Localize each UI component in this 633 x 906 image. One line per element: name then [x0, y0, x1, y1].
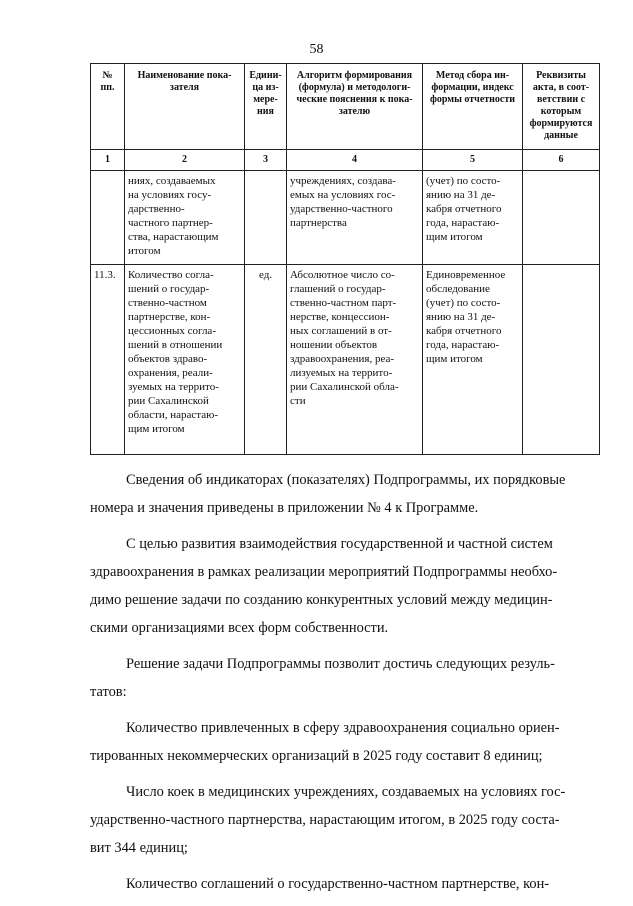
header-requisites: Реквизиты акта, в соот- ветствии с которым формируются данные [523, 64, 600, 150]
paragraph: С целью развития взаимодействия государственной и частной систем здравоохранения в рамках реализации мероприятий Подпрограммы необхо- димо решение задачи по созданию конкурентных условий между медицин- скими организациями всех форм собственности. [90, 536, 558, 636]
table-row [91, 171, 600, 265]
requisites [523, 265, 600, 455]
algorithm: Абсолютное число со- глашений о государ- ственно-частном парт- нерстве, концессион- ных соглашений в от- ношении объектов здравоохранения, реа- лизуемых на террито- рии Сахалинской обла- сти [287, 265, 423, 455]
column-number: 2 [125, 150, 245, 171]
paragraph: Количество привлеченных в сферу здравоохранения социально ориен- тированных некоммерческих организаций в 2025 году составит 8 единиц; [90, 720, 560, 764]
column-number: 6 [523, 150, 600, 171]
collection-method: Единовременное обследование (учет) по состо- янию на 31 де- кабря отчетного года, нарастаю- щим итогом [423, 265, 523, 455]
header-algorithm: Алгоритм формирования (формула) и методологи- ческие пояснения к пока- зателю [287, 64, 423, 150]
column-number: 1 [91, 150, 125, 171]
paragraph: Сведения об индикаторах (показателях) Подпрограммы, их порядковые номера и значения приведены в приложении № 4 к Программе. [90, 472, 566, 516]
header-method: Метод сбора ин- формации, индекс формы отчетности [423, 64, 523, 150]
column-number: 5 [423, 150, 523, 171]
header-indicator-name: Наименование пока- зателя [125, 64, 245, 150]
algorithm: учреждениях, создава- емых на условиях гос- ударственно-частного партнерства [287, 171, 423, 265]
column-number: 4 [287, 150, 423, 171]
unit [245, 171, 287, 265]
header-unit: Едини- ца из- мере- ния [245, 64, 287, 150]
paragraph: Количество соглашений о государственно-частном партнерстве, кон- [126, 876, 550, 892]
paragraph: Решение задачи Подпрограммы позволит достичь следующих резуль- татов: [90, 656, 555, 700]
table-row [91, 265, 600, 455]
row-number: 11.3. [91, 265, 125, 455]
indicators-table [90, 63, 600, 455]
body-text [90, 466, 600, 906]
row-number [91, 171, 125, 265]
indicator-name: ниях, создаваемых на условиях госу- дарственно- частного партнер- ства, нарастающим итогом [125, 171, 245, 265]
page-number: 58 [309, 42, 324, 57]
column-number: 3 [245, 150, 287, 171]
unit: ед. [245, 265, 287, 455]
paragraph: Число коек в медицинских учреждениях, создаваемых на условиях гос- ударственно-частного партнерства, нарастающим итогом, в 2025 году соста- вит 344 единиц; [90, 784, 566, 856]
requisites [523, 171, 600, 265]
column-number-row [91, 150, 600, 171]
table-header-row [91, 64, 600, 150]
header-number: № пп. [91, 64, 125, 150]
indicator-name: Количество согла- шений о государ- ственно-частном партнерстве, кон- цессионных согла- шений в отношении объектов здраво- охранения, реали- зуемых на террито- рии Сахалинской области, нарастаю- щим итогом [125, 265, 245, 455]
collection-method: (учет) по состо- янию на 31 де- кабря отчетного года, нарастаю- щим итогом [423, 171, 523, 265]
